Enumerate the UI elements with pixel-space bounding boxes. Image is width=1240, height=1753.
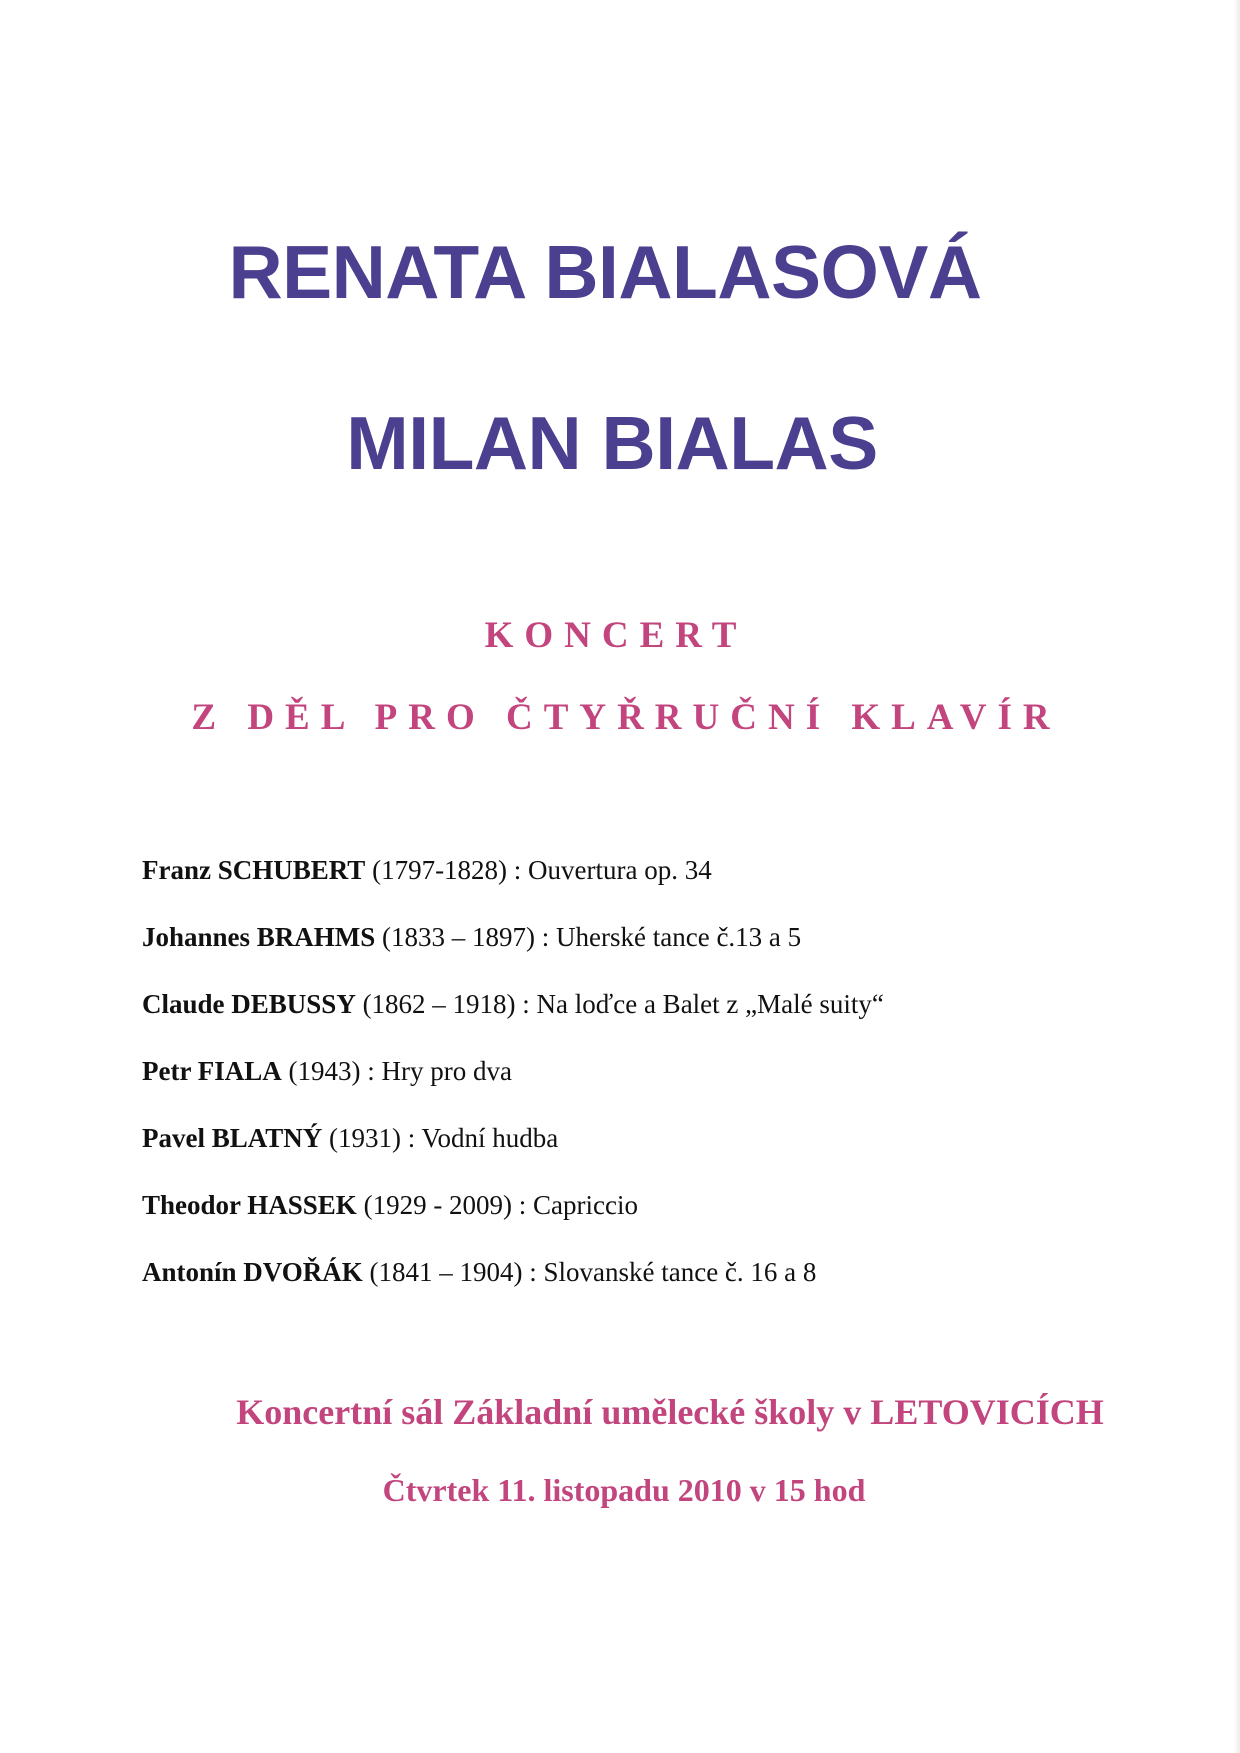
composer-name: Claude DEBUSSY <box>142 989 356 1019</box>
concert-date: Čtvrtek 11. listopadu 2010 v 15 hod <box>382 1472 866 1508</box>
program-list <box>142 850 1142 1319</box>
composer-name: Franz SCHUBERT <box>142 855 366 885</box>
program-item <box>142 1252 1142 1319</box>
composer-name: Antonín DVOŘÁK <box>142 1257 363 1287</box>
program-details: (1833 – 1897) : Uherské tance č.13 a 5 <box>375 922 802 952</box>
concert-subtitle: Z DĚL PRO ČTYŘRUČNÍ KLAVÍR <box>191 697 1061 738</box>
performer-name-milan: MILAN BIALAS <box>346 401 878 485</box>
program-item <box>142 1051 1142 1118</box>
program-details: (1929 - 2009) : Capriccio <box>356 1190 639 1220</box>
program-item <box>142 1185 1142 1252</box>
composer-name: Pavel BLATNÝ <box>142 1123 323 1153</box>
program-item <box>142 984 1142 1051</box>
performer-name-renata: RENATA BIALASOVÁ <box>228 230 982 314</box>
venue-name: Koncertní sál Základní umělecké školy v LETOVICÍCH <box>236 1392 1104 1432</box>
composer-name: Petr FIALA <box>142 1056 282 1086</box>
program-details: (1797-1828) : Ouvertura op. 34 <box>365 855 712 885</box>
program-details: (1862 – 1918) : Na loďce a Balet z „Malé suity“ <box>355 989 884 1019</box>
program-details: (1943) : Hry pro dva <box>281 1056 512 1086</box>
program-item <box>142 917 1142 984</box>
program-details: (1841 – 1904) : Slovanské tance č. 16 a 8 <box>362 1257 817 1287</box>
concert-title: KONCERT <box>484 615 748 656</box>
program-item <box>142 1118 1142 1185</box>
program-item <box>142 850 1142 917</box>
composer-name: Theodor HASSEK <box>142 1190 357 1220</box>
program-details: (1931) : Vodní hudba <box>322 1123 559 1153</box>
composer-name: Johannes BRAHMS <box>142 922 376 952</box>
